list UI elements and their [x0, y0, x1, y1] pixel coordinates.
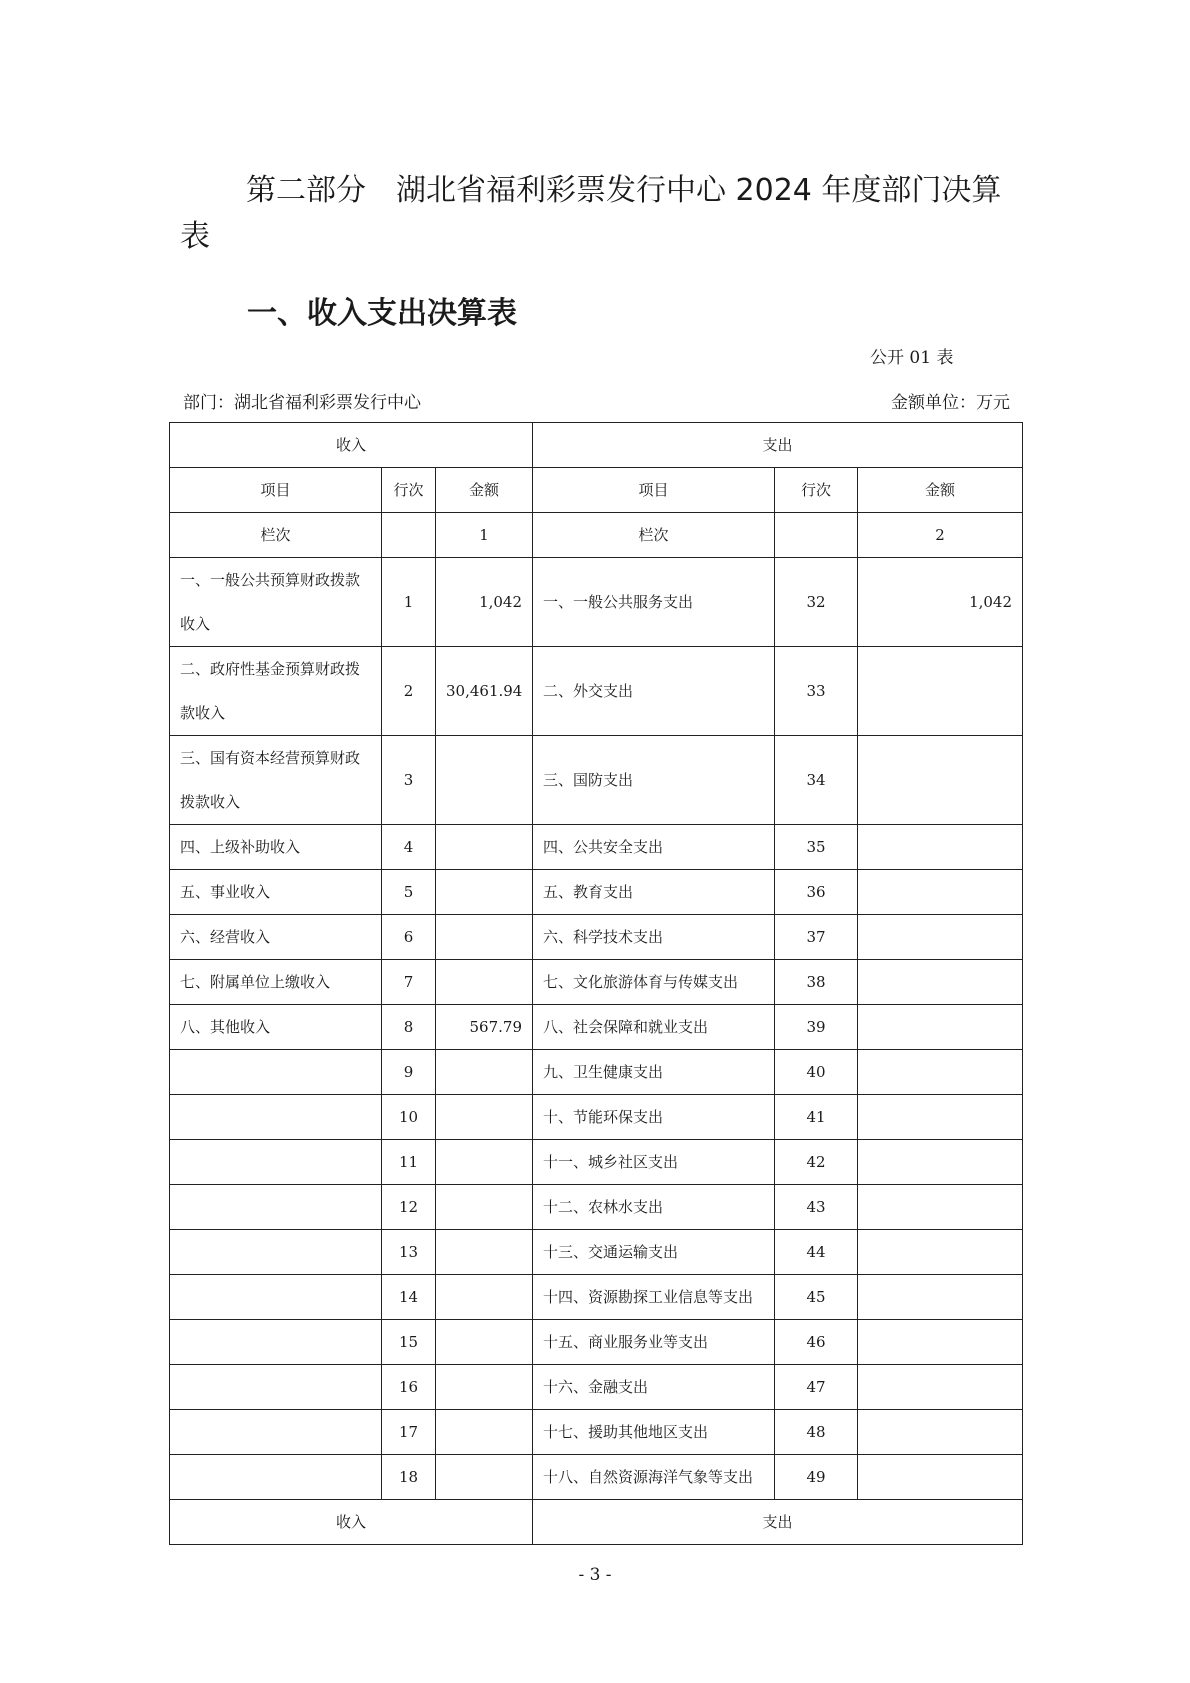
expense-item-header: 项目 [533, 468, 775, 513]
expense-line-cell: 45 [775, 1275, 858, 1320]
income-group-header: 收入 [170, 423, 533, 468]
expense-amount-cell [858, 1320, 1023, 1365]
expense-item-cell: 五、教育支出 [533, 870, 775, 915]
income-amount-cell [436, 736, 533, 825]
income-line-cell: 1 [382, 558, 436, 647]
income-item-cell: 三、国有资本经营预算财政拨款收入 [170, 736, 382, 825]
expense-item-cell: 十五、商业服务业等支出 [533, 1320, 775, 1365]
table-row [170, 736, 1023, 825]
income-item-cell [170, 1275, 382, 1320]
expense-line-cell: 33 [775, 647, 858, 736]
expense-amount-cell [858, 1185, 1023, 1230]
table-row [170, 1140, 1023, 1185]
group-header-row [170, 423, 1023, 468]
expense-line-cell: 41 [775, 1095, 858, 1140]
income-item-cell [170, 1455, 382, 1500]
income-item-cell [170, 1095, 382, 1140]
income-line-cell: 18 [382, 1455, 436, 1500]
income-line-cell: 12 [382, 1185, 436, 1230]
expense-amount-cell [858, 1005, 1023, 1050]
form-number: 公开 01 表 [870, 348, 954, 368]
department-label: 部门：湖北省福利彩票发行中心 [183, 393, 421, 413]
expense-line-cell: 34 [775, 736, 858, 825]
table-row [170, 1365, 1023, 1410]
table-row [170, 1275, 1023, 1320]
expense-line-cell: 36 [775, 870, 858, 915]
income-item-cell: 六、经营收入 [170, 915, 382, 960]
income-item-cell [170, 1050, 382, 1095]
income-item-cell: 七、附属单位上缴收入 [170, 960, 382, 1005]
income-item-cell: 八、其他收入 [170, 1005, 382, 1050]
table-row [170, 1320, 1023, 1365]
expense-amount-cell [858, 1230, 1023, 1275]
income-item-cell: 五、事业收入 [170, 870, 382, 915]
expense-item-cell: 一、一般公共服务支出 [533, 558, 775, 647]
income-line-cell: 16 [382, 1365, 436, 1410]
income-item-cell: 四、上级补助收入 [170, 825, 382, 870]
expense-item-cell: 十四、资源勘探工业信息等支出 [533, 1275, 775, 1320]
income-line-cell: 10 [382, 1095, 436, 1140]
table-row [170, 1230, 1023, 1275]
expense-line-cell: 48 [775, 1410, 858, 1455]
expense-col-no-line [775, 513, 858, 558]
income-amount-cell [436, 870, 533, 915]
income-item-cell: 二、政府性基金预算财政拨款收入 [170, 647, 382, 736]
income-line-cell: 11 [382, 1140, 436, 1185]
expense-item-cell: 四、公共安全支出 [533, 825, 775, 870]
table-row [170, 1410, 1023, 1455]
expense-item-cell: 十一、城乡社区支出 [533, 1140, 775, 1185]
income-item-cell [170, 1185, 382, 1230]
income-amount-cell [436, 915, 533, 960]
table-row [170, 647, 1023, 736]
expense-amount-cell [858, 1365, 1023, 1410]
table-row [170, 870, 1023, 915]
table-row [170, 558, 1023, 647]
expense-item-cell: 九、卫生健康支出 [533, 1050, 775, 1095]
expense-line-cell: 37 [775, 915, 858, 960]
income-amount-cell [436, 1365, 533, 1410]
income-line-cell: 14 [382, 1275, 436, 1320]
footer-row [170, 1500, 1023, 1545]
expense-item-cell: 八、社会保障和就业支出 [533, 1005, 775, 1050]
section-title: 一、收入支出决算表 [247, 296, 517, 331]
income-item-header: 项目 [170, 468, 382, 513]
expense-line-cell: 43 [775, 1185, 858, 1230]
table-row [170, 1095, 1023, 1140]
expense-amount-cell [858, 647, 1023, 736]
expense-item-cell: 十三、交通运输支出 [533, 1230, 775, 1275]
expense-line-cell: 40 [775, 1050, 858, 1095]
income-line-cell: 4 [382, 825, 436, 870]
table-row [170, 915, 1023, 960]
expense-line-cell: 35 [775, 825, 858, 870]
income-amount-cell [436, 825, 533, 870]
expense-item-cell: 二、外交支出 [533, 647, 775, 736]
income-amount-cell [436, 1095, 533, 1140]
expense-line-cell: 39 [775, 1005, 858, 1050]
unit-label: 金额单位：万元 [891, 393, 1010, 413]
expense-item-cell: 十八、自然资源海洋气象等支出 [533, 1455, 775, 1500]
expense-amount-cell [858, 1050, 1023, 1095]
income-line-cell: 15 [382, 1320, 436, 1365]
expense-item-cell: 十七、援助其他地区支出 [533, 1410, 775, 1455]
table-row [170, 1455, 1023, 1500]
expense-col-no: 2 [858, 513, 1023, 558]
expense-item-cell: 十六、金融支出 [533, 1365, 775, 1410]
expense-line-cell: 44 [775, 1230, 858, 1275]
income-line-cell: 17 [382, 1410, 436, 1455]
expense-amount-cell [858, 1140, 1023, 1185]
page-number: - 3 - [578, 1565, 612, 1585]
expense-amount-cell [858, 960, 1023, 1005]
income-line-cell: 3 [382, 736, 436, 825]
income-line-cell: 2 [382, 647, 436, 736]
income-footer: 收入 [170, 1500, 533, 1545]
income-amount-cell [436, 960, 533, 1005]
expense-footer: 支出 [533, 1500, 1023, 1545]
expense-item-cell: 七、文化旅游体育与传媒支出 [533, 960, 775, 1005]
expense-amount-cell [858, 915, 1023, 960]
income-line-cell: 8 [382, 1005, 436, 1050]
income-item-cell [170, 1410, 382, 1455]
expense-amount-cell [858, 870, 1023, 915]
income-amount-cell [436, 1050, 533, 1095]
column-number-row [170, 513, 1023, 558]
expense-amount-cell [858, 1410, 1023, 1455]
income-amount-cell [436, 1275, 533, 1320]
expense-amount-header: 金额 [858, 468, 1023, 513]
income-amount-cell: 567.79 [436, 1005, 533, 1050]
expense-line-cell: 42 [775, 1140, 858, 1185]
income-col-no-line [382, 513, 436, 558]
income-item-cell [170, 1365, 382, 1410]
expense-line-cell: 47 [775, 1365, 858, 1410]
income-line-cell: 6 [382, 915, 436, 960]
expense-line-cell: 49 [775, 1455, 858, 1500]
income-amount-cell: 1,042 [436, 558, 533, 647]
income-line-header: 行次 [382, 468, 436, 513]
table-row [170, 960, 1023, 1005]
expense-item-cell: 三、国防支出 [533, 736, 775, 825]
income-amount-cell [436, 1185, 533, 1230]
expense-item-cell: 六、科学技术支出 [533, 915, 775, 960]
income-item-cell [170, 1320, 382, 1365]
income-item-cell [170, 1230, 382, 1275]
income-item-cell: 一、一般公共预算财政拨款收入 [170, 558, 382, 647]
income-amount-header: 金额 [436, 468, 533, 513]
income-amount-cell [436, 1320, 533, 1365]
income-amount-cell [436, 1410, 533, 1455]
expense-amount-cell [858, 1095, 1023, 1140]
expense-line-cell: 38 [775, 960, 858, 1005]
income-col-no-label: 栏次 [170, 513, 382, 558]
column-header-row [170, 468, 1023, 513]
expense-group-header: 支出 [533, 423, 1023, 468]
income-line-cell: 9 [382, 1050, 436, 1095]
expense-amount-cell [858, 1275, 1023, 1320]
expense-amount-cell [858, 825, 1023, 870]
expense-line-header: 行次 [775, 468, 858, 513]
income-amount-cell [436, 1230, 533, 1275]
expense-line-cell: 46 [775, 1320, 858, 1365]
income-expense-table [169, 422, 1023, 1545]
expense-item-cell: 十二、农林水支出 [533, 1185, 775, 1230]
expense-amount-cell [858, 1455, 1023, 1500]
income-line-cell: 7 [382, 960, 436, 1005]
page-title: 第二部分 湖北省福利彩票发行中心 2024 年度部门决算表 [180, 173, 1002, 254]
expense-line-cell: 32 [775, 558, 858, 647]
expense-amount-cell: 1,042 [858, 558, 1023, 647]
table-row [170, 825, 1023, 870]
table-row [170, 1005, 1023, 1050]
expense-col-no-label: 栏次 [533, 513, 775, 558]
expense-item-cell: 十、节能环保支出 [533, 1095, 775, 1140]
income-amount-cell: 30,461.94 [436, 647, 533, 736]
income-line-cell: 13 [382, 1230, 436, 1275]
income-amount-cell [436, 1455, 533, 1500]
income-amount-cell [436, 1140, 533, 1185]
table-row [170, 1185, 1023, 1230]
income-item-cell [170, 1140, 382, 1185]
table-row [170, 1050, 1023, 1095]
expense-amount-cell [858, 736, 1023, 825]
income-col-no: 1 [436, 513, 533, 558]
income-line-cell: 5 [382, 870, 436, 915]
